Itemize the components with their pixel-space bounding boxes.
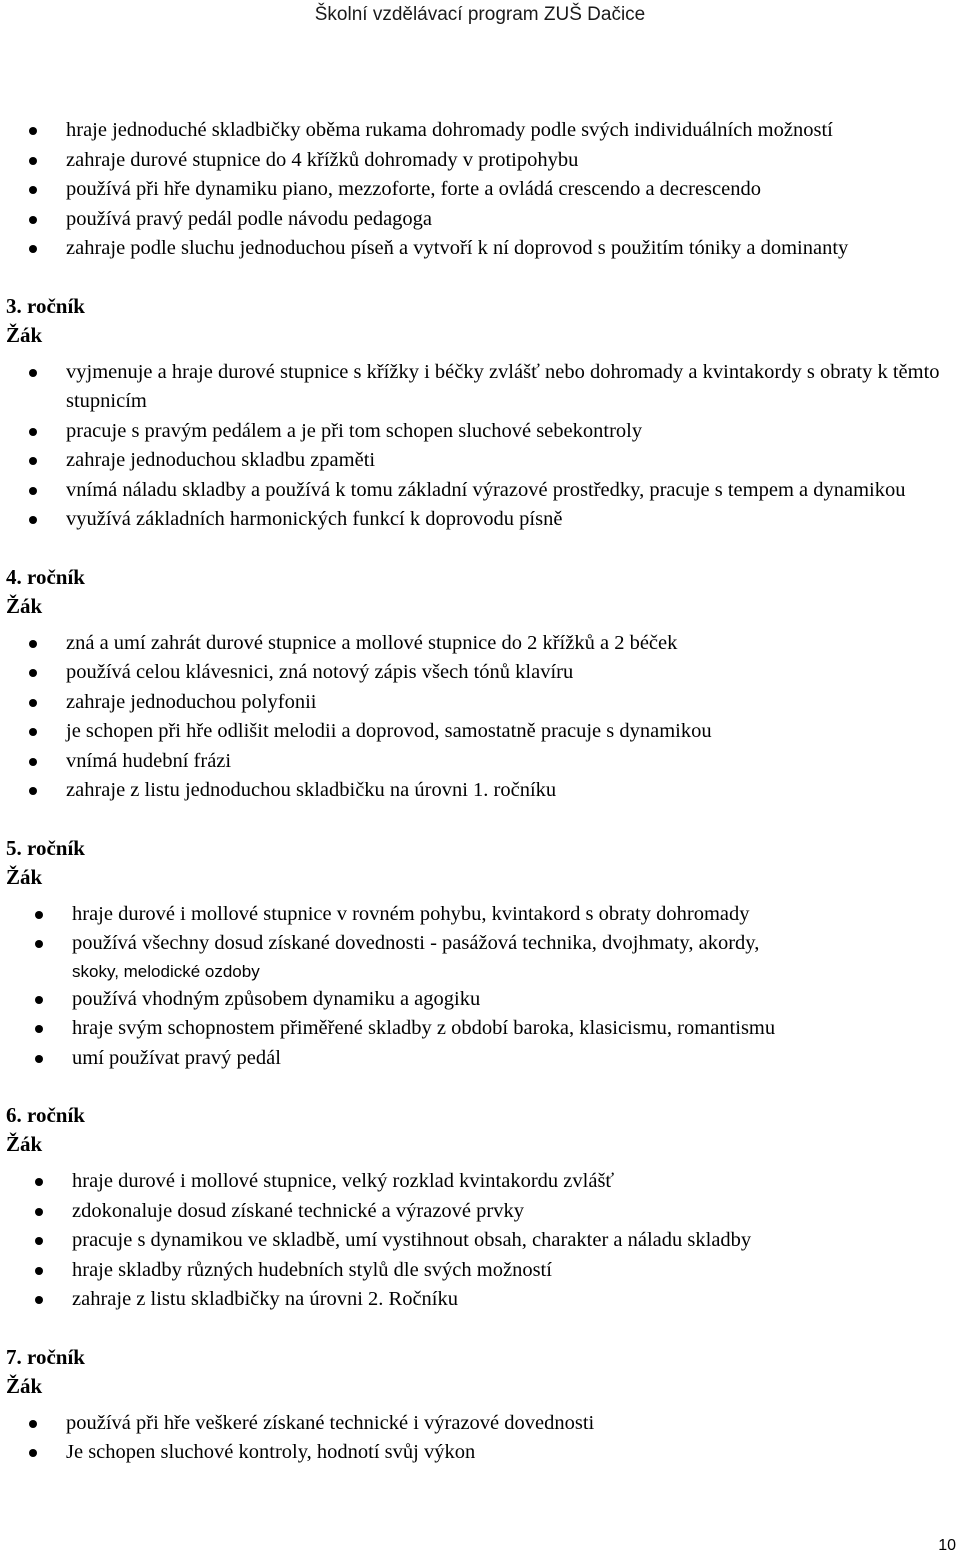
section-year: 5. ročník	[6, 835, 85, 860]
section-list-4	[0, 629, 960, 806]
section-label: Žák	[6, 593, 43, 618]
section-year: 6. ročník	[6, 1103, 85, 1127]
list-item: hraje jednoduché skladbičky oběma rukama dohromady podle svých individuálních možností	[0, 116, 960, 146]
list-item: pracuje s dynamikou ve skladbě, umí vystihnout obsah, charakter a náladu skladby	[0, 1226, 960, 1256]
list-item: využívá základních harmonických funkcí k doprovodu písně	[0, 505, 960, 535]
list-item: používá při hře dynamiku piano, mezzoforte, forte a ovládá crescendo a decrescendo	[0, 175, 960, 205]
list-item: vyjmenuje a hraje durové stupnice s křížky i béčky zvlášť nebo dohromady a kvintakordy s obraty k těmto stupnicím	[0, 358, 960, 417]
list-item: hraje durové i mollové stupnice v rovném pohybu, kvintakord s obraty dohromady	[0, 900, 960, 930]
list-item: používá vhodným způsobem dynamiku a agogiku	[0, 985, 960, 1015]
list-item: hraje durové i mollové stupnice, velký rozklad kvintakordu zvlášť	[0, 1167, 960, 1197]
list-item: Je schopen sluchové kontroly, hodnotí svůj výkon	[0, 1438, 960, 1468]
intro-list	[0, 116, 960, 264]
document-body	[0, 116, 960, 1468]
section-label: Žák	[6, 322, 43, 347]
list-item: zahraje durové stupnice do 4 křížků dohromady v protipohybu	[0, 146, 960, 176]
page-number: 10	[938, 1537, 956, 1554]
list-item: hraje skladby různých hudebních stylů dle svých možností	[0, 1256, 960, 1286]
list-item: vnímá náladu skladby a používá k tomu základní výrazové prostředky, pracuje s tempem a dynamikou	[0, 476, 960, 506]
section-year: 7. ročník	[6, 1344, 85, 1369]
list-item: používá při hře veškeré získané technické i výrazové dovednosti	[0, 1409, 960, 1439]
list-item: používá celou klávesnici, zná notový zápis všech tónů klavíru	[0, 658, 960, 688]
section-heading-5	[6, 834, 960, 892]
section-heading-7	[6, 1343, 960, 1401]
section-label: Žák	[6, 1132, 43, 1156]
list-item: zahraje z listu skladbičky na úrovni 2. Ročníku	[0, 1285, 960, 1315]
list-item-continuation: skoky, melodické ozdoby	[72, 961, 260, 981]
section-label: Žák	[6, 1373, 43, 1398]
list-item: zahraje jednoduchou skladbu zpaměti	[0, 446, 960, 476]
section-list-5	[0, 900, 960, 1074]
section-heading-4	[6, 563, 960, 621]
list-item: je schopen při hře odlišit melodii a doprovod, samostatně pracuje s dynamikou	[0, 717, 960, 747]
list-item: umí používat pravý pedál	[0, 1044, 960, 1074]
list-item: používá pravý pedál podle návodu pedagoga	[0, 205, 960, 235]
section-year: 4. ročník	[6, 564, 85, 589]
section-heading-3	[6, 292, 960, 350]
list-item: hraje svým schopnostem přiměřené skladby z období baroka, klasicismu, romantismu	[0, 1014, 960, 1044]
list-item: vnímá hudební frázi	[0, 747, 960, 777]
list-item: zahraje jednoduchou polyfonii	[0, 688, 960, 718]
list-item: zahraje z listu jednoduchou skladbičku na úrovni 1. ročníku	[0, 776, 960, 806]
list-item-text: používá všechny dosud získané dovednosti - pasážová technika, dvojhmaty, akordy,	[72, 932, 760, 954]
section-heading-6	[6, 1101, 960, 1159]
section-year: 3. ročník	[6, 293, 85, 318]
section-list-6	[0, 1167, 960, 1315]
list-item	[0, 929, 960, 985]
section-label: Žák	[6, 864, 43, 889]
list-item: zahraje podle sluchu jednoduchou píseň a vytvoří k ní doprovod s použitím tóniky a dominanty	[0, 234, 960, 264]
list-item: zná a umí zahrát durové stupnice a mollové stupnice do 2 křížků a 2 béček	[0, 629, 960, 659]
section-list-7	[0, 1409, 960, 1468]
page-header: Školní vzdělávací program ZUŠ Dačice	[314, 4, 646, 25]
list-item: pracuje s pravým pedálem a je při tom schopen sluchové sebekontroly	[0, 417, 960, 447]
section-list-3	[0, 358, 960, 535]
list-item: zdokonaluje dosud získané technické a výrazové prvky	[0, 1197, 960, 1227]
